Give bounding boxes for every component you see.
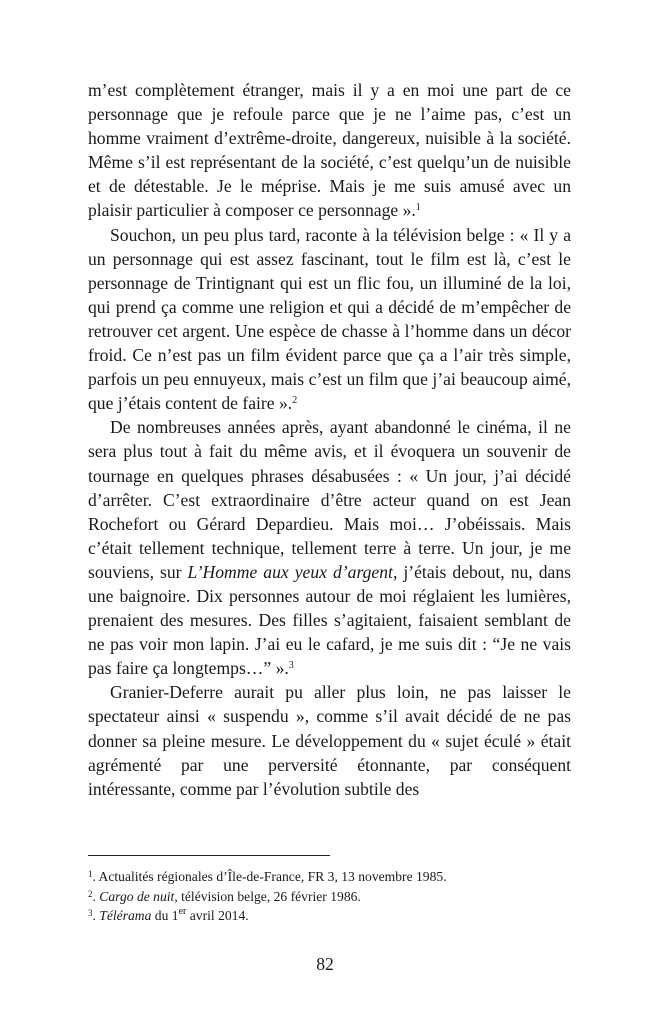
- text-run: Granier-Deferre aurait pu aller plus loin, ne pas laisser le spectateur ainsi « suspendu », comme s’il avait décidé de ne pas donner sa pleine mesure. Le développement du « sujet éculé » était agrémenté par une perversité étonnante, par conséquent intéressante, comme par l’évolution subtile des: [88, 682, 571, 799]
- italic-title: Cargo de nuit: [99, 888, 175, 904]
- footnotes: [88, 867, 571, 926]
- text-run: . Actualités régionales d’Île-de-France, FR 3, 13 novembre 1985.: [92, 869, 447, 884]
- body-text: [88, 78, 571, 801]
- footnote: [88, 906, 571, 926]
- paragraph: [88, 680, 571, 800]
- paragraph: [88, 415, 571, 680]
- text-run: du 1: [151, 908, 179, 923]
- italic-title: Télérama: [99, 908, 152, 923]
- paragraph: [88, 223, 571, 416]
- text-run: Souchon, un peu plus tard, raconte à la télévision belge : « Il y a un personnage qui est assez fascinant, tout le film est là, c’est le personnage de Trintignant qui est un flic fou, un illuminé de la loi, qui prend ça comme une religion et qui a décidé de m’empêcher de retrouver cet argent. Une espèce de chasse à l’homme dans un décor froid. Ce n’est pas un film évident parce que ça a l’air très simple, parfois un peu ennuyeux, mais c’est un film que j’ai beaucoup aimé, que j’étais content de faire ».: [88, 224, 571, 414]
- text-run: avril 2014.: [186, 908, 249, 923]
- footnote: [88, 887, 571, 907]
- text-run: .: [92, 888, 100, 904]
- italic-title: L’Homme aux yeux d’argent: [187, 561, 393, 582]
- text-run: , télévision belge, 26 février 1986.: [174, 888, 361, 904]
- paragraph: [88, 78, 571, 223]
- text-run: De nombreuses années après, ayant abandonné le cinéma, il ne sera plus tout à fait du même avis, et il évoquera un souvenir de tournage en quelques phrases désabusées : « Un jour, j’ai décidé d’arrêter. C’est extraordinaire d’être acteur quand on est Jean Rochefort ou Gérard Depardieu. Mais moi… J’obéissais. Mais c’était tellement technique, tellement terre à terre. Un jour, je me souviens, sur: [88, 417, 571, 582]
- footnote-reference: 1: [415, 202, 421, 214]
- text-run: , j’étais debout, nu, dans une baignoire. Dix personnes autour de moi réglaient les lumières, prenaient des mesures. Des filles s’agitaient, faisaient semblant de ne pas voir mon lapin. J’ai eu le cafard, je me suis dit : “Je ne vais pas faire ça longtemps…” ».: [88, 561, 571, 679]
- footnote-reference: 3: [288, 660, 294, 672]
- footnote-number: 2: [88, 888, 93, 899]
- footnote-separator: [88, 855, 330, 856]
- text-run: .: [92, 908, 100, 923]
- footnote: [88, 867, 571, 887]
- page-number: 82: [316, 954, 334, 974]
- footnote-number: 1: [88, 869, 93, 879]
- text-run: m’est complètement étranger, mais il y a en moi une part de ce personnage que je refoule parce que je ne l’aime pas, c’est un homme vraiment d’extrême-droite, dangereux, nuisible à la société. Même s’il est représentant de la société, c’est quelqu’un de nuisible et de détestable. Je le méprise. Mais je me suis amusé avec un plaisir particulier à composer ce personnage ».: [88, 80, 571, 221]
- footnote-number: 3: [88, 908, 93, 918]
- footnote-reference: 2: [292, 395, 298, 407]
- footnote-reference: er: [178, 906, 187, 917]
